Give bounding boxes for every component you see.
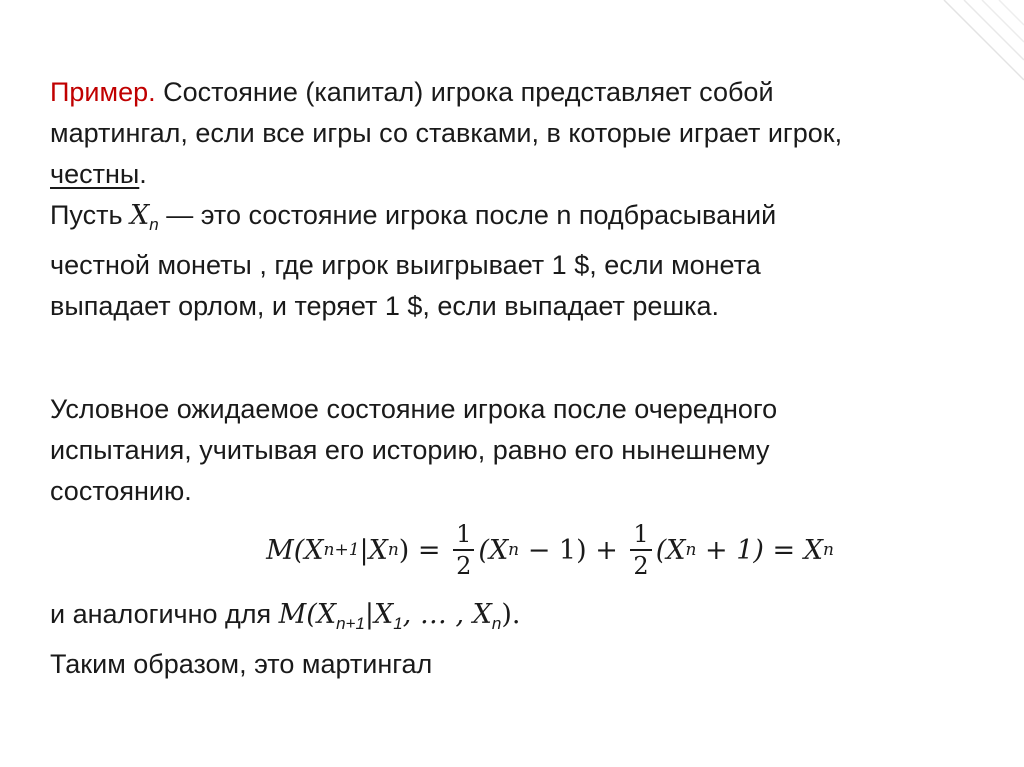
closing-m-open: M(X (278, 599, 337, 630)
example-paragraph (50, 72, 990, 195)
formula-term2-sub: n (685, 539, 697, 560)
definition-suffix: — это состояние игрока после n подбрасываний (158, 200, 777, 230)
formula-lhs-open: M(X (266, 534, 324, 566)
closing-m-sub2: 1 (393, 614, 403, 633)
closing-prefix: и аналогично для (50, 599, 279, 629)
fair-word: честны (50, 159, 140, 189)
formula-lhs-sub2: n (387, 539, 399, 560)
fraction-2-denominator: 2 (633, 552, 649, 580)
conditional-paragraph (50, 389, 990, 512)
formula-term1-sub: n (508, 539, 520, 560)
closing-m-sub3: n (491, 614, 502, 633)
formula-lhs-sub1: n+1 (323, 539, 360, 560)
definition-line-2: честной монеты , где игрок выигрывает 1 $, если монета (50, 250, 761, 280)
definition-paragraph (50, 195, 990, 327)
example-line-2: мартингал, если все игры со ставками, в которые играет игрок, (50, 118, 843, 148)
conditional-line-3: состоянию. (50, 476, 192, 506)
fraction-one-half-1 (453, 519, 474, 581)
slide-content (50, 72, 990, 685)
definition-line-3: выпадает орлом, и теряет 1 $, если выпадает решка. (50, 291, 720, 321)
spacer (50, 327, 990, 389)
variable-x: X (130, 200, 150, 231)
fraction-1-denominator: 2 (456, 552, 472, 580)
fraction-1-numerator: 1 (453, 519, 474, 551)
formula-rhs-sub: n (822, 539, 834, 560)
fraction-one-half-2 (630, 519, 651, 581)
closing-m-close: ). (501, 599, 521, 630)
example-line-3-tail: . (139, 159, 147, 189)
conditional-line-2: испытания, учитывая его историю, равно его нынешнему (50, 435, 770, 465)
closing-m-bar: |X (364, 599, 394, 630)
formula-term2-open: (X (655, 534, 686, 566)
example-line-1: Состояние (капитал) игрока представляет собой (155, 77, 774, 107)
martingale-formula (50, 512, 990, 588)
formula-term2-rest: + 1) = X (696, 534, 823, 566)
formula-lhs-close: ) = (398, 534, 450, 566)
formula-lhs-bar: |X (359, 534, 388, 566)
closing-m-mid: , … , X (402, 599, 492, 630)
fraction-2-numerator: 1 (630, 519, 651, 551)
example-label: Пример. (50, 77, 156, 107)
definition-prefix: Пусть (50, 200, 131, 230)
conditional-line-1: Условное ожидаемое состояние игрока после очередного (50, 394, 778, 424)
formula-term1-rest: − 1) + (519, 534, 627, 566)
closing-paragraph (50, 594, 990, 685)
closing-m-sub1: n+1 (336, 614, 365, 633)
formula-term1-open: (X (478, 534, 509, 566)
closing-line-2: Таким образом, это мартингал (50, 649, 433, 679)
variable-x-subscript: n (149, 215, 159, 234)
